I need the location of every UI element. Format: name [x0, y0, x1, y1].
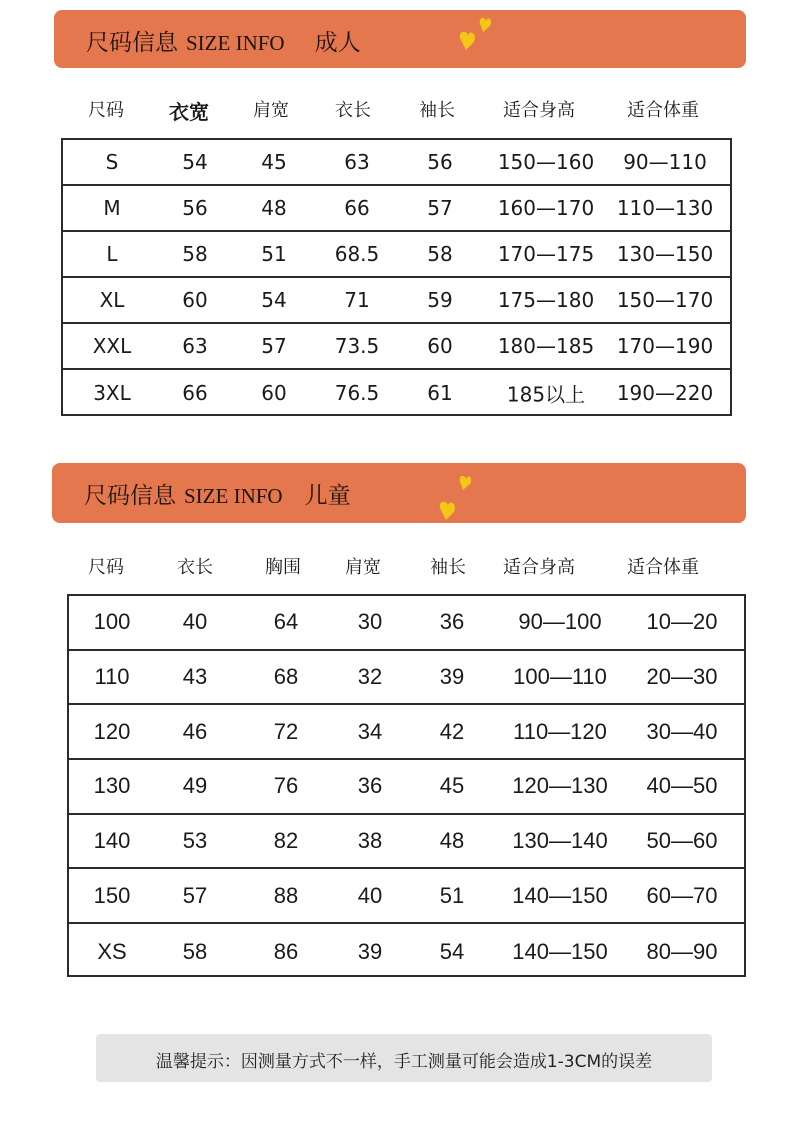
table-cell: 63	[344, 150, 370, 174]
column-header: 适合体重	[627, 100, 699, 121]
table-cell: 49	[182, 773, 208, 799]
table-cell: 100—110	[513, 664, 607, 690]
table-cell: 40—50	[646, 773, 718, 799]
table-cell: 30	[357, 609, 383, 635]
size-cell: 110	[94, 664, 130, 690]
table-cell: 58	[182, 242, 208, 266]
table-cell: 57	[261, 334, 287, 358]
table-cell: 66	[182, 381, 208, 405]
table-cell: 56	[182, 196, 208, 220]
note-text: 温馨提示：因测量方式不一样，手工测量可能会造成1-3CM的误差	[155, 1052, 653, 1072]
table-cell: 120—130	[512, 773, 608, 799]
adult-title-en: SIZE INFO	[186, 31, 285, 55]
table-cell: 160—170	[497, 196, 595, 220]
table-cell: 76.5	[334, 381, 380, 405]
table-row	[63, 278, 730, 324]
table-cell: 82	[273, 828, 299, 854]
table-cell: 76	[273, 773, 299, 799]
table-cell: 53	[182, 828, 208, 854]
table-cell: 60	[261, 381, 287, 405]
table-row	[69, 815, 744, 870]
size-cell: L	[106, 242, 118, 266]
table-cell: 45	[439, 773, 465, 799]
kids-size-table	[67, 594, 746, 977]
table-row	[63, 370, 730, 416]
table-cell: 54	[261, 288, 287, 312]
table-cell: 130—150	[616, 242, 714, 266]
table-row	[69, 705, 744, 760]
table-cell: 150—160	[497, 150, 595, 174]
adult-title-cn: 尺码信息	[86, 30, 178, 56]
table-cell: 175—180	[497, 288, 595, 312]
table-cell: 185以上	[506, 382, 586, 407]
table-cell: 51	[261, 242, 287, 266]
table-cell: 34	[357, 718, 383, 744]
table-row	[69, 596, 744, 651]
table-cell: 60	[427, 334, 453, 358]
table-cell: 60	[182, 288, 208, 312]
table-cell: 180—185	[497, 334, 595, 358]
table-cell: 88	[273, 882, 299, 908]
column-header: 胸围	[265, 557, 301, 578]
adult-banner	[54, 10, 746, 68]
table-cell: 40	[357, 882, 383, 908]
table-cell: 150—170	[616, 288, 714, 312]
table-cell: 59	[427, 288, 453, 312]
table-row	[69, 651, 744, 706]
column-header: 衣长	[335, 100, 371, 121]
table-cell: 36	[439, 609, 465, 635]
column-header: 衣宽	[169, 100, 209, 124]
table-cell: 30—40	[646, 718, 718, 744]
table-cell: 48	[439, 828, 465, 854]
table-cell: 130—140	[512, 828, 608, 854]
table-cell: 57	[182, 882, 208, 908]
size-cell: XL	[99, 288, 125, 312]
table-cell: 90—110	[623, 150, 707, 174]
table-cell: 20—30	[646, 664, 718, 690]
column-header: 肩宽	[345, 557, 381, 578]
table-cell: 46	[182, 718, 208, 744]
size-cell: 3XL	[93, 381, 131, 405]
table-row	[63, 186, 730, 232]
size-cell: 100	[93, 609, 131, 635]
size-cell: XXL	[92, 334, 132, 358]
table-row	[63, 232, 730, 278]
table-cell: 71	[344, 288, 370, 312]
kids-banner-title	[84, 477, 351, 510]
kids-banner	[52, 463, 746, 523]
kids-tag: 儿童	[304, 483, 351, 509]
table-row	[69, 870, 744, 925]
table-cell: 39	[357, 938, 383, 964]
table-cell: 54	[182, 150, 208, 174]
table-cell: 140—150	[512, 882, 608, 908]
column-header: 袖长	[430, 557, 466, 578]
kids-title-cn: 尺码信息	[84, 483, 176, 509]
table-cell: 40	[182, 609, 208, 635]
table-row	[63, 324, 730, 370]
table-row	[63, 140, 730, 186]
table-cell: 58	[182, 938, 208, 964]
column-header: 适合身高	[503, 100, 575, 121]
table-cell: 58	[427, 242, 453, 266]
table-cell: 86	[273, 938, 299, 964]
table-cell: 170—175	[497, 242, 595, 266]
table-cell: 66	[344, 196, 370, 220]
table-cell: 73.5	[334, 334, 380, 358]
size-cell: 120	[93, 718, 131, 744]
size-cell: 140	[93, 828, 131, 854]
table-cell: 32	[357, 664, 383, 690]
column-header: 袖长	[419, 100, 455, 121]
table-cell: 39	[439, 664, 465, 690]
column-header: 尺码	[88, 100, 124, 121]
adult-size-table	[61, 138, 732, 416]
kids-title-en: SIZE INFO	[184, 484, 283, 508]
table-cell: 61	[427, 381, 453, 405]
size-cell: S	[105, 150, 119, 174]
size-cell: M	[103, 196, 121, 220]
table-cell: 170—190	[616, 334, 714, 358]
size-cell: XS	[97, 938, 127, 964]
table-cell: 36	[357, 773, 383, 799]
table-cell: 10—20	[646, 609, 718, 635]
table-cell: 48	[261, 196, 287, 220]
table-cell: 80—90	[646, 938, 718, 964]
table-cell: 64	[273, 609, 299, 635]
column-header: 尺码	[88, 557, 124, 578]
table-cell: 68.5	[334, 242, 380, 266]
column-header: 衣长	[177, 557, 213, 578]
table-cell: 190—220	[616, 381, 714, 405]
table-cell: 43	[182, 664, 208, 690]
hearts-icon	[456, 10, 496, 56]
table-cell: 42	[439, 718, 465, 744]
table-cell: 54	[439, 938, 465, 964]
table-row	[69, 760, 744, 815]
table-cell: 68	[273, 664, 299, 690]
table-cell: 57	[427, 196, 453, 220]
column-header: 适合身高	[503, 557, 575, 578]
table-cell: 72	[273, 718, 299, 744]
table-cell: 51	[439, 882, 465, 908]
column-header: 肩宽	[253, 100, 289, 121]
table-cell: 50—60	[646, 828, 718, 854]
table-cell: 56	[427, 150, 453, 174]
table-cell: 110—120	[513, 718, 607, 744]
size-cell: 150	[93, 882, 131, 908]
hearts-icon	[436, 476, 476, 524]
adult-banner-title	[86, 24, 361, 57]
table-cell: 110—130	[616, 196, 714, 220]
table-cell: 63	[182, 334, 208, 358]
table-cell: 60—70	[646, 882, 718, 908]
table-row	[69, 924, 744, 979]
table-cell: 45	[261, 150, 287, 174]
table-cell: 90—100	[518, 609, 602, 635]
table-cell: 38	[357, 828, 383, 854]
table-cell: 140—150	[512, 938, 608, 964]
column-header: 适合体重	[627, 557, 699, 578]
size-cell: 130	[93, 773, 131, 799]
measurement-note	[96, 1034, 712, 1082]
adult-tag: 成人	[314, 30, 361, 56]
